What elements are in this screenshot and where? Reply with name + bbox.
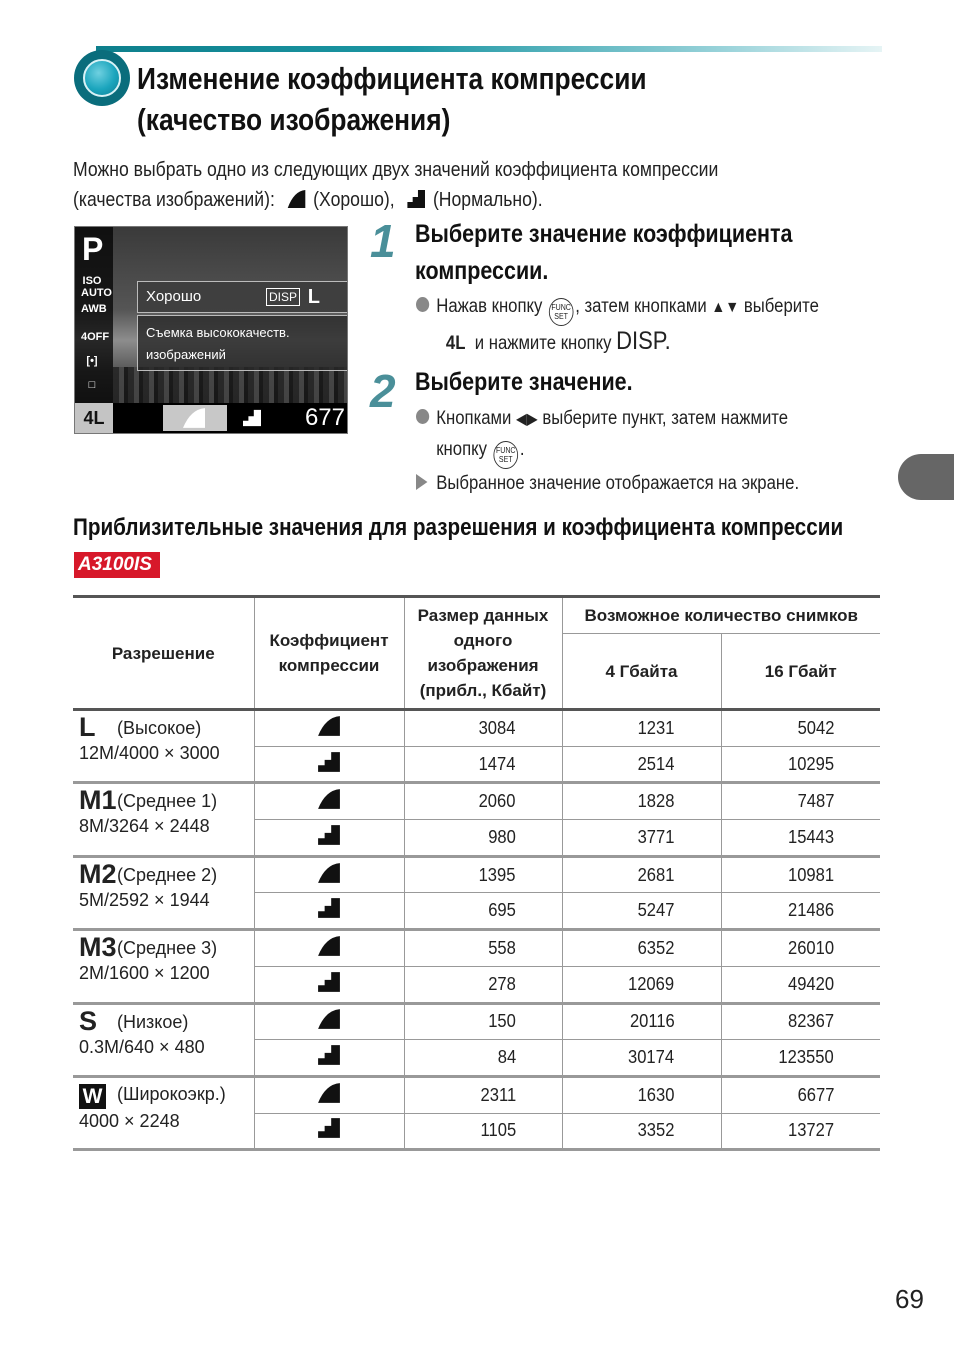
- shots-16gb-cell: [721, 930, 880, 967]
- set-label: SET: [554, 312, 568, 321]
- shots-16gb-cell: [721, 1113, 880, 1150]
- data-size-cell: [404, 746, 562, 783]
- page-number: 69: [895, 1284, 924, 1314]
- resolution-symbol: M3: [79, 932, 117, 963]
- camera-desc-line-1: Съемка высококачеств.: [146, 325, 290, 340]
- step-1-title-line-2: компрессии.: [415, 257, 549, 285]
- bullet-icon: [416, 297, 429, 312]
- shots-16gb-value: 10295: [787, 753, 834, 774]
- step-1-title-line-1: Выберите значение коэффициента: [415, 220, 793, 248]
- shots-16gb-value: 49420: [787, 973, 834, 994]
- camera-lcd-screenshot: [74, 226, 348, 434]
- step-2-result: Выбранное значение отображается на экране.: [436, 473, 800, 494]
- shots-16gb-cell: [721, 966, 880, 1003]
- compression-fine-cell: [254, 783, 404, 820]
- resolution-dimensions: 12M/4000 × 3000: [79, 743, 220, 763]
- resolution-cell: [73, 710, 254, 783]
- resolution-dimensions: 8M/3264 × 2448: [79, 816, 210, 837]
- title-line-2: (качество изображения): [137, 102, 451, 137]
- drive-mode-icon: □: [88, 379, 96, 391]
- shots-16gb-value: 21486: [787, 900, 834, 921]
- step-2-text-line-2: кнопку: [436, 439, 488, 460]
- resolution-name: (Низкое): [117, 1011, 189, 1032]
- iso-icon: ISO AUTO: [81, 275, 112, 299]
- compression-normal-cell: [254, 1113, 404, 1150]
- step-1-number: 1: [370, 215, 396, 267]
- section-circle-icon: [74, 50, 130, 106]
- data-size-cell: [404, 1040, 562, 1077]
- shots-4gb-cell: [562, 1076, 721, 1113]
- result-arrow-icon: [416, 474, 427, 490]
- shots-4gb-cell: [562, 893, 721, 930]
- shots-16gb-value: 26010: [787, 937, 834, 958]
- header-data-size: [404, 597, 562, 710]
- shots-4gb-value: 12069: [628, 973, 675, 994]
- resolution-name: (Широкоэкр.): [117, 1083, 226, 1104]
- intro-line-2-prefix: (качества изображений):: [73, 189, 275, 211]
- camera-description-box: [137, 315, 348, 371]
- city-skyline-image: [113, 367, 348, 403]
- shots-4gb-value: 20116: [629, 1011, 675, 1032]
- step-1-text-part-1: Нажав кнопку: [436, 296, 543, 317]
- shots-4gb-cell: [562, 820, 721, 857]
- compression-normal-cell: [254, 820, 404, 857]
- step-1-text-part-2: , затем кнопками: [575, 296, 707, 317]
- shots-16gb-value: 7487: [797, 791, 835, 812]
- data-size-value: 84: [498, 1047, 517, 1068]
- data-size-value: 980: [488, 826, 517, 847]
- camera-menu-label: Хорошо: [146, 288, 202, 305]
- resolution-cell: [73, 1003, 254, 1076]
- step-1-title: [415, 216, 793, 290]
- data-size-value: 150: [488, 1011, 517, 1032]
- shots-4gb-value: 3771: [638, 826, 675, 847]
- shots-16gb-value: 123550: [778, 1047, 834, 1068]
- func-label: FUNC: [551, 303, 571, 312]
- resolution-name: (Среднее 3): [117, 938, 218, 959]
- shots-4gb-cell: [562, 746, 721, 783]
- resolution-compression-table: [73, 595, 880, 1151]
- shots-4gb-cell: [562, 856, 721, 893]
- header-resolution: Разрешение: [73, 597, 254, 710]
- compression-normal-cell: [254, 746, 404, 783]
- header-shots: Возможное количество снимков: [562, 597, 880, 634]
- data-size-cell: [404, 1003, 562, 1040]
- data-size-value: 695: [488, 900, 517, 921]
- fine-quality-icon: [317, 788, 341, 810]
- shots-4gb-value: 2514: [638, 753, 675, 774]
- camera-menu-box: [137, 281, 348, 313]
- shots-16gb-cell: [721, 1076, 880, 1113]
- shots-4gb-value: 30174: [628, 1047, 675, 1068]
- data-size-value: 2060: [479, 791, 516, 812]
- header-4gb: 4 Гбайта: [562, 634, 721, 710]
- data-size-cell: [404, 856, 562, 893]
- normal-quality-icon: [241, 409, 263, 427]
- fine-quality-icon: [287, 189, 306, 209]
- resolution-dimensions: 2M/1600 × 1200: [79, 963, 210, 984]
- resolution-name: (Высокое): [117, 718, 202, 738]
- shots-16gb-value: 5042: [797, 717, 835, 738]
- header-16gb: 16 Гбайт: [721, 634, 880, 710]
- compression-normal-cell: [254, 893, 404, 930]
- my-colors-icon: 4OFF: [81, 331, 110, 343]
- title-line-1: Изменение коэффициента компрессии: [137, 61, 647, 96]
- step-1-text-line-2: и нажмите кнопку: [474, 333, 612, 354]
- size-l-icon: L: [307, 286, 320, 308]
- model-badge: A3100IS: [74, 552, 160, 578]
- resolution-name: (Среднее 2): [117, 864, 218, 885]
- shots-16gb-cell: [721, 746, 880, 783]
- disp-icon: DISP: [266, 288, 300, 306]
- table-row: [73, 1076, 880, 1113]
- step-2-number: 2: [370, 365, 396, 417]
- shots-4gb-value: 1231: [638, 717, 675, 738]
- intro-line-1: Можно выбрать одно из следующих двух значений коэффициента компрессии: [73, 159, 719, 181]
- shots-4gb-value: 5247: [638, 900, 675, 921]
- shots-4gb-cell: [562, 1040, 721, 1077]
- set-label: SET: [498, 455, 513, 464]
- bullet-icon: [416, 409, 429, 424]
- resolution-cell: [73, 1076, 254, 1149]
- step-2-title: Выберите значение.: [415, 368, 633, 396]
- normal-quality-icon: [317, 1044, 341, 1066]
- shots-16gb-value: 10981: [787, 864, 834, 885]
- header-size-line-1: Размер данных: [417, 606, 549, 625]
- data-size-cell: [404, 1076, 562, 1113]
- shots-remaining: 677: [304, 404, 345, 431]
- shots-16gb-value: 6677: [797, 1084, 835, 1105]
- compression-normal-cell: [254, 966, 404, 1003]
- shots-4gb-value: 3352: [638, 1120, 675, 1141]
- intro-text: [73, 155, 821, 215]
- shots-4gb-cell: [562, 1113, 721, 1150]
- disp-button-icon: DISP.: [616, 327, 671, 355]
- quality-menu-item: 4L: [75, 403, 113, 433]
- data-size-value: 1395: [479, 864, 516, 885]
- resolution-cell: [73, 856, 254, 929]
- shots-16gb-value: 15443: [787, 826, 834, 847]
- step-1-text: [416, 292, 819, 359]
- camera-side-menu: [75, 227, 113, 433]
- shots-16gb-cell: [721, 783, 880, 820]
- fine-option-selected: [163, 405, 227, 431]
- fine-quality-icon: [317, 862, 341, 884]
- white-balance-icon: AWB: [81, 303, 107, 315]
- fine-quality-icon: [317, 935, 341, 957]
- table-row: [73, 1003, 880, 1040]
- compression-fine-cell: [254, 710, 404, 747]
- data-size-value: 1474: [479, 753, 516, 774]
- fine-quality-icon: [317, 1008, 341, 1030]
- resolution-symbol: W: [79, 1084, 106, 1109]
- step-2-text-end: .: [519, 439, 525, 460]
- resolution-cell: [73, 783, 254, 856]
- shooting-mode-label: P: [82, 231, 104, 267]
- table-row: [73, 856, 880, 893]
- left-right-arrows-icon: ◀▶: [516, 411, 538, 428]
- camera-option-bar: [113, 403, 348, 433]
- fine-quality-icon: [317, 1082, 341, 1104]
- data-size-value: 558: [488, 937, 517, 958]
- data-size-value: 3084: [479, 717, 516, 738]
- shots-16gb-cell: [721, 1040, 880, 1077]
- header-size-line-2: одного: [453, 631, 513, 650]
- shots-4gb-cell: [562, 966, 721, 1003]
- intro-normal-label: (Нормально).: [432, 189, 543, 211]
- shots-4gb-value: 1828: [638, 791, 675, 812]
- header-compression: [254, 597, 404, 710]
- step-2-text-part-1: Кнопками: [436, 408, 512, 429]
- shots-4gb-value: 6352: [638, 937, 675, 958]
- header-compression-line-2: компрессии: [278, 656, 380, 675]
- data-size-cell: [404, 710, 562, 747]
- data-size-cell: [404, 1113, 562, 1150]
- func-set-button-icon: [493, 441, 518, 469]
- header-rule: [96, 46, 882, 52]
- header-size-line-3: изображения: [427, 656, 539, 675]
- normal-quality-icon: [407, 189, 426, 209]
- fine-quality-icon: [181, 407, 207, 429]
- func-set-button-icon: [549, 298, 574, 326]
- compression-fine-cell: [254, 930, 404, 967]
- resolution-symbol: M2: [79, 858, 117, 889]
- shots-16gb-cell: [721, 1003, 880, 1040]
- resolution-dimensions: 5M/2592 × 1944: [79, 889, 210, 910]
- resolution-dimensions: 4000 × 2248: [79, 1110, 180, 1131]
- shots-16gb-cell: [721, 820, 880, 857]
- fine-quality-icon: [317, 715, 341, 737]
- data-size-cell: [404, 783, 562, 820]
- shots-16gb-cell: [721, 710, 880, 747]
- resolution-symbol: L: [79, 712, 96, 742]
- step-1-text-part-3: выберите: [743, 296, 819, 317]
- table-row: [73, 710, 880, 747]
- shots-16gb-cell: [721, 893, 880, 930]
- data-size-value: 1105: [480, 1120, 516, 1141]
- shots-4gb-cell: [562, 1003, 721, 1040]
- data-size-value: 2311: [480, 1084, 516, 1105]
- shots-4gb-cell: [562, 783, 721, 820]
- quality-4l-icon: 4L: [445, 333, 466, 354]
- step-2-text: [416, 404, 799, 499]
- func-label: FUNC: [495, 446, 516, 455]
- header-compression-line-1: Коэффициент: [269, 631, 389, 650]
- compression-fine-cell: [254, 1076, 404, 1113]
- shots-16gb-cell: [721, 856, 880, 893]
- compression-fine-cell: [254, 856, 404, 893]
- table-row: [73, 930, 880, 967]
- step-2-text-part-2: выберите пункт, затем нажмите: [542, 408, 789, 429]
- shots-16gb-value: 82367: [787, 1011, 834, 1032]
- resolution-symbol: S: [79, 1005, 98, 1036]
- resolution-cell: [73, 930, 254, 1003]
- shots-4gb-cell: [562, 930, 721, 967]
- shots-16gb-value: 13727: [787, 1120, 834, 1141]
- compression-normal-cell: [254, 1040, 404, 1077]
- shots-4gb-cell: [562, 710, 721, 747]
- normal-quality-icon: [317, 1117, 341, 1139]
- chapter-side-tab: [898, 454, 954, 500]
- normal-quality-icon: [317, 824, 341, 846]
- data-size-cell: [404, 893, 562, 930]
- resolution-symbol: M1: [79, 785, 117, 816]
- data-size-cell: [404, 930, 562, 967]
- camera-desc-line-2: изображений: [146, 347, 226, 362]
- table-row: [73, 783, 880, 820]
- resolution-name: (Среднее 1): [117, 791, 218, 812]
- shots-4gb-value: 2681: [638, 864, 675, 885]
- normal-quality-icon: [317, 897, 341, 919]
- up-down-arrows-icon: ▲▼: [711, 299, 740, 316]
- table-body: [73, 710, 880, 1150]
- normal-quality-icon: [317, 751, 341, 773]
- data-size-cell: [404, 820, 562, 857]
- normal-quality-icon: [317, 971, 341, 993]
- shots-4gb-value: 1630: [638, 1084, 675, 1105]
- intro-good-label: (Хорошо),: [313, 189, 395, 211]
- section-title: Приблизительные значения для разрешения и коэффициента компрессии: [73, 514, 844, 541]
- resolution-dimensions: 0.3M/640 × 480: [79, 1036, 205, 1057]
- header-size-line-4: (прибл., Кбайт): [419, 681, 547, 700]
- data-size-cell: [404, 966, 562, 1003]
- compression-fine-cell: [254, 1003, 404, 1040]
- page-title: [137, 58, 732, 140]
- data-size-value: 278: [488, 973, 517, 994]
- metering-icon: [•]: [86, 355, 98, 367]
